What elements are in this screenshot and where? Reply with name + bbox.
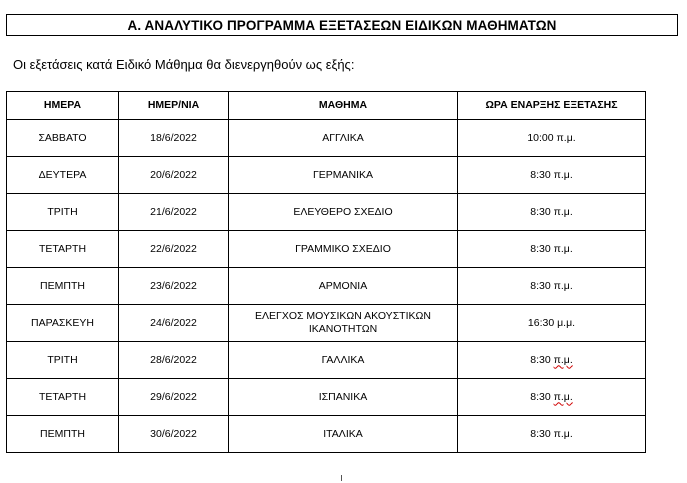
time-value: 16:30 — [527, 316, 555, 329]
time-unit-spellcheck: π.μ. — [553, 353, 573, 366]
document-title — [6, 14, 678, 36]
cell-date: 20/6/2022 — [119, 157, 229, 194]
table-row — [7, 231, 646, 268]
time-unit-spellcheck: π.μ. — [553, 390, 573, 403]
cell-subject — [229, 305, 458, 342]
time-value: 8:30 — [530, 427, 551, 440]
cell-subject: ΓΑΛΛΙΚΑ — [229, 342, 458, 379]
table-row — [7, 120, 646, 157]
table-row — [7, 194, 646, 231]
table-row — [7, 379, 646, 416]
subject-line-2: ΙΚΑΝΟΤΗΤΩΝ — [308, 323, 378, 335]
table-row — [7, 342, 646, 379]
time-value: 8:30 — [530, 168, 551, 181]
cell-date: 18/6/2022 — [119, 120, 229, 157]
cell-day: ΤΕΤΑΡΤΗ — [7, 231, 119, 268]
cell-day: ΠΕΜΠΤΗ — [7, 416, 119, 453]
cell-subject: ΓΡΑΜΜΙΚΟ ΣΧΕΔΙΟ — [229, 231, 458, 268]
time-unit: μ.μ. — [557, 316, 576, 329]
subject-line-1: ΕΛΕΓΧΟΣ ΜΟΥΣΙΚΩΝ ΑΚΟΥΣΤΙΚΩΝ — [255, 310, 431, 322]
header-date: ΗΜΕΡ/ΝΙΑ — [119, 92, 229, 120]
cell-day: ΠΑΡΑΣΚΕΥΗ — [7, 305, 119, 342]
time-value: 8:30 — [530, 279, 551, 292]
cell-day: ΔΕΥΤΕΡΑ — [7, 157, 119, 194]
table-row — [7, 157, 646, 194]
exam-schedule-table — [6, 91, 646, 453]
cell-date: 28/6/2022 — [119, 342, 229, 379]
cell-time — [458, 379, 646, 416]
header-start-time: ΩΡΑ ΕΝΑΡΞΗΣ ΕΞΕΤΑΣΗΣ — [458, 92, 646, 120]
time-value: 8:30 — [530, 390, 551, 403]
cell-date: 30/6/2022 — [119, 416, 229, 453]
cell-time — [458, 120, 646, 157]
time-value: 10:00 — [527, 131, 554, 144]
cell-date: 21/6/2022 — [119, 194, 229, 231]
cell-day: ΠΕΜΠΤΗ — [7, 268, 119, 305]
cell-subject: ΑΓΓΛΙΚΑ — [229, 120, 458, 157]
time-unit: π.μ. — [553, 242, 573, 255]
text-cursor-mark — [341, 475, 342, 481]
cell-day: ΤΕΤΑΡΤΗ — [7, 379, 119, 416]
cell-time — [458, 194, 646, 231]
header-subject: ΜΑΘΗΜΑ — [229, 92, 458, 120]
cell-time — [458, 231, 646, 268]
time-value: 8:30 — [530, 205, 551, 218]
cell-date: 23/6/2022 — [119, 268, 229, 305]
document-title-text: Α. ΑΝΑΛΥΤΙΚΟ ΠΡΟΓΡΑΜΜΑ ΕΞΕΤΑΣΕΩΝ ΕΙΔΙΚΩΝ ΜΑΘΗΜΑΤΩΝ — [127, 17, 557, 33]
header-day: ΗΜΕΡΑ — [7, 92, 119, 120]
time-unit: π.μ. — [553, 168, 573, 181]
cell-day: ΤΡΙΤΗ — [7, 342, 119, 379]
table-row — [7, 268, 646, 305]
time-unit: π.μ. — [556, 131, 576, 144]
time-value: 8:30 — [530, 242, 551, 255]
cell-subject: ΙΣΠΑΝΙΚΑ — [229, 379, 458, 416]
cell-subject: ΕΛΕΥΘΕΡΟ ΣΧΕΔΙΟ — [229, 194, 458, 231]
time-unit: π.μ. — [553, 279, 573, 292]
intro-paragraph: Οι εξετάσεις κατά Ειδικό Μάθημα θα διενεργηθούν ως εξής: — [13, 57, 355, 72]
cell-subject: ΙΤΑΛΙΚΑ — [229, 416, 458, 453]
cell-subject: ΑΡΜΟΝΙΑ — [229, 268, 458, 305]
cell-time — [458, 268, 646, 305]
cell-time — [458, 305, 646, 342]
time-unit: π.μ. — [553, 427, 573, 440]
cell-day: ΣΑΒΒΑΤΟ — [7, 120, 119, 157]
cell-time — [458, 342, 646, 379]
time-value: 8:30 — [530, 353, 551, 366]
table-header-row — [7, 92, 646, 120]
cell-time — [458, 157, 646, 194]
cell-subject: ΓΕΡΜΑΝΙΚΑ — [229, 157, 458, 194]
table-row — [7, 305, 646, 342]
cell-time — [458, 416, 646, 453]
cell-date: 22/6/2022 — [119, 231, 229, 268]
cell-date: 29/6/2022 — [119, 379, 229, 416]
table-row — [7, 416, 646, 453]
time-unit: π.μ. — [553, 205, 573, 218]
cell-date: 24/6/2022 — [119, 305, 229, 342]
cell-day: ΤΡΙΤΗ — [7, 194, 119, 231]
